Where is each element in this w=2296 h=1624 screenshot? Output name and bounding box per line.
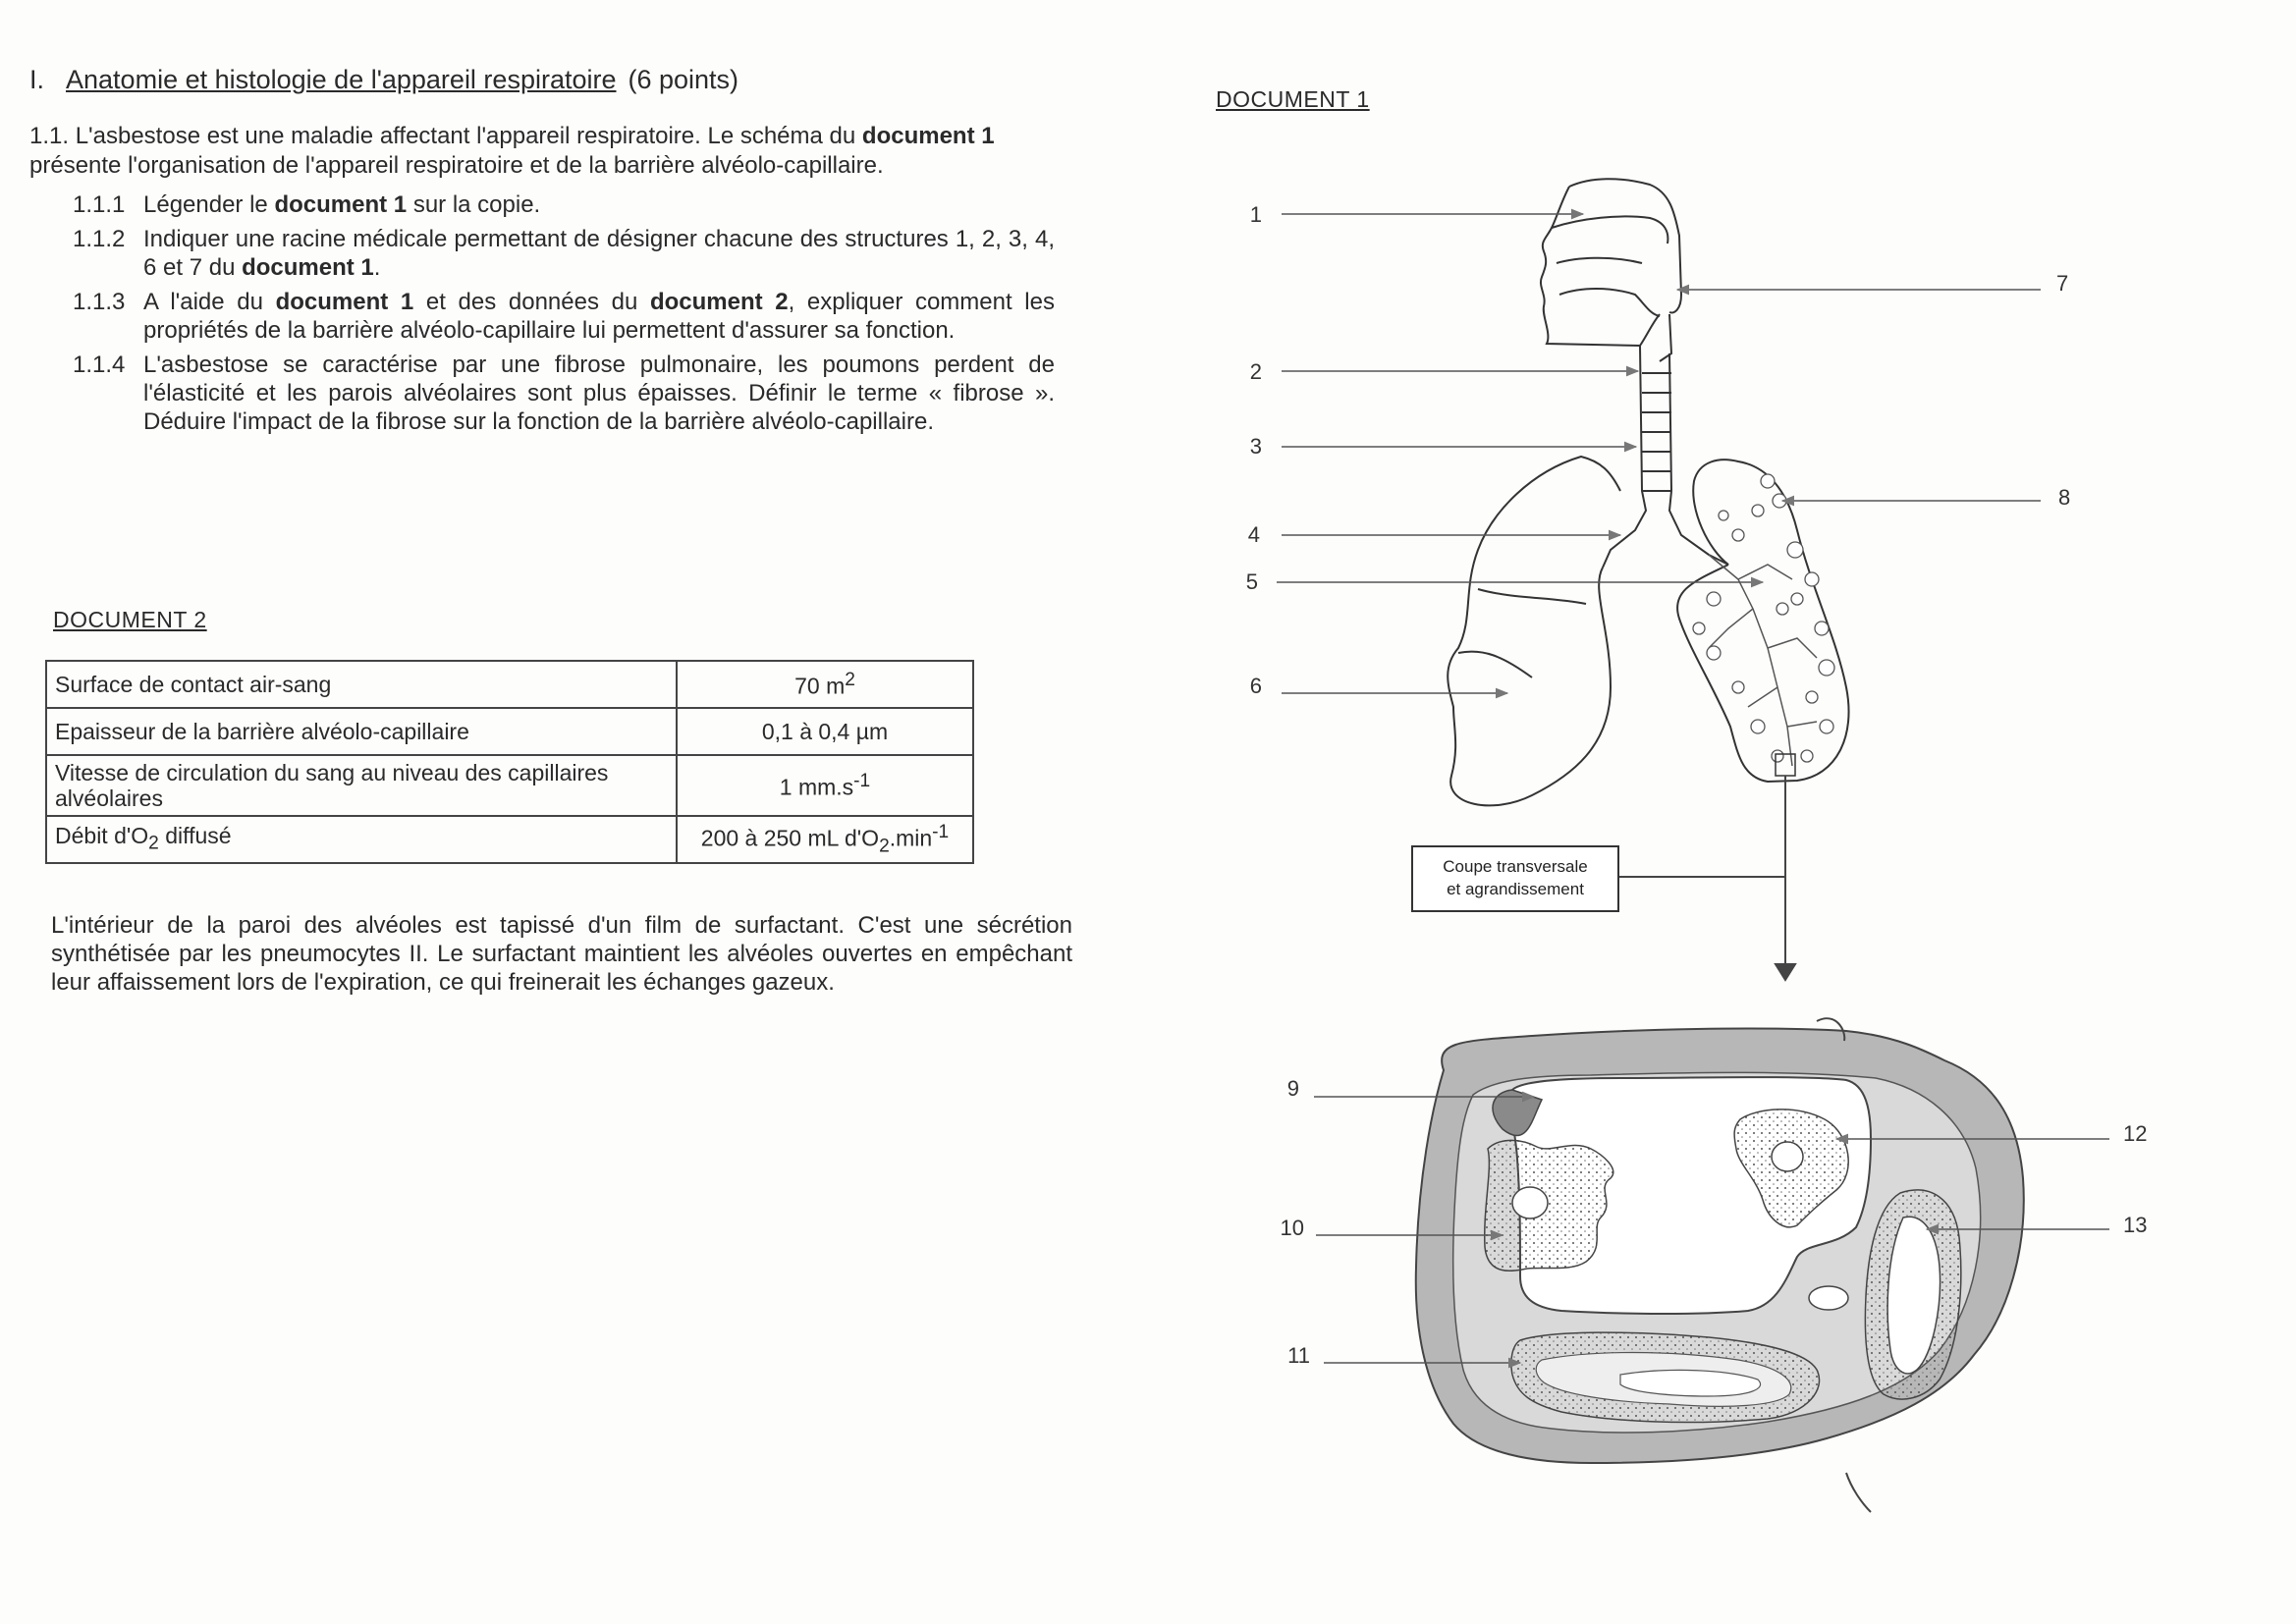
table-row — [46, 661, 973, 708]
label-9: 9 — [1286, 1076, 1299, 1101]
section-title — [29, 65, 738, 95]
trachea — [1603, 346, 1728, 568]
table-row — [46, 755, 973, 816]
label-7: 7 — [2056, 271, 2069, 296]
section-heading: Anatomie et histologie de l'appareil respiratoire — [66, 65, 617, 94]
intro-text-b: présente l'organisation de l'appareil respiratoire et de la barrière alvéolo-capillaire. — [29, 152, 884, 179]
table-cell-value: 70 $m^2$ — [677, 661, 973, 708]
right-lung — [1677, 460, 1849, 782]
label-11: 11 — [1287, 1343, 1310, 1368]
section-points: (6 points) — [628, 65, 739, 94]
question-text: A l'aide du document 1 et des données du document 2, expliquer comment les propriétés de la barrière alvéolo-capillaire lui permettent d'assurer sa fonction. — [143, 289, 1055, 344]
question-number: 1.1.4 — [73, 352, 126, 378]
label-4: 4 — [1247, 522, 1260, 547]
caption-line1: Coupe transversale — [1443, 857, 1588, 876]
question-item — [73, 190, 1055, 219]
label-2: 2 — [1249, 359, 1262, 384]
question-list — [73, 190, 1055, 442]
zoom-arrow — [1618, 776, 1795, 980]
question-text: Indiquer une racine médicale permettant de désigner chacune des structures 1, 2, 3, 4, 6 et 7 du document 1. — [143, 226, 1055, 281]
question-item — [73, 351, 1055, 436]
doc2-title: DOCUMENT 2 — [53, 607, 207, 632]
table-cell-label: Epaisseur de la barrière alvéolo-capillaire — [46, 708, 677, 755]
respiratory-diagram — [1218, 147, 2200, 1522]
label-8: 8 — [2058, 485, 2071, 510]
table-row — [46, 816, 973, 863]
table-cell-label: Surface de contact air-sang — [46, 661, 677, 708]
surfactant-paragraph: L'intérieur de la paroi des alvéoles est tapissé d'un film de surfactant. C'est une sécrétion synthétisée par les pneumocytes II. Le surfactant maintient les alvéoles ouvertes en empêchant leur affaissement lors de l'expiration, ce qui freinerait les échanges gazeux. — [51, 912, 1072, 996]
question-item — [73, 225, 1055, 282]
table-cell-label: Débit $d'O_2$ diffusé — [46, 816, 677, 863]
intro-text-a: L'asbestose est une maladie affectant l'appareil respiratoire. Le schéma du — [75, 123, 856, 149]
table-cell-value: 0,1 à 0,4 µm — [677, 708, 973, 755]
intro-doc-ref: document 1 — [861, 123, 995, 149]
label-6: 6 — [1249, 674, 1262, 698]
intro-prefix: 1.1. — [29, 123, 70, 149]
caption-line2: et agrandissement — [1447, 880, 1584, 898]
question-item — [73, 288, 1055, 345]
doc2-table — [45, 660, 974, 864]
label-12: 12 — [2123, 1121, 2148, 1146]
table-cell-value: 1 $mm.s^{-1}$ — [677, 755, 973, 816]
label-5: 5 — [1245, 569, 1258, 594]
question-text: Légender le document 1 sur la copie. — [143, 191, 541, 218]
head-outline — [1541, 179, 1681, 361]
section-number: I. — [29, 65, 45, 94]
question-number: 1.1.2 — [73, 226, 126, 252]
question-number: 1.1.3 — [73, 289, 126, 315]
caption-box — [1412, 846, 1618, 911]
label-13: 13 — [2123, 1213, 2148, 1237]
table-cell-value: 200 à 250 mL $d'O_2.\min^{-1}$ — [677, 816, 973, 863]
left-lung — [1448, 457, 1620, 805]
question-text: L'asbestose se caractérise par une fibrose pulmonaire, les poumons perdent de l'élasticité et les parois alvéolaires sont plus épaisses. Définir le terme « fibrose ». Déduire l'impact de la fibrose sur la fonction de la barrière alvéolo-capillaire. — [143, 352, 1055, 435]
question-number: 1.1.1 — [73, 191, 126, 218]
intro-paragraph — [29, 122, 1061, 181]
doc1-title: DOCUMENT 1 — [1216, 86, 1370, 112]
label-10: 10 — [1280, 1216, 1304, 1240]
label-1: 1 — [1249, 202, 1262, 227]
alveolar-section — [1416, 1018, 2024, 1512]
label-3: 3 — [1249, 434, 1262, 459]
table-row — [46, 708, 973, 755]
table-cell-label: Vitesse de circulation du sang au niveau des capillaires alvéolaires — [46, 755, 677, 816]
